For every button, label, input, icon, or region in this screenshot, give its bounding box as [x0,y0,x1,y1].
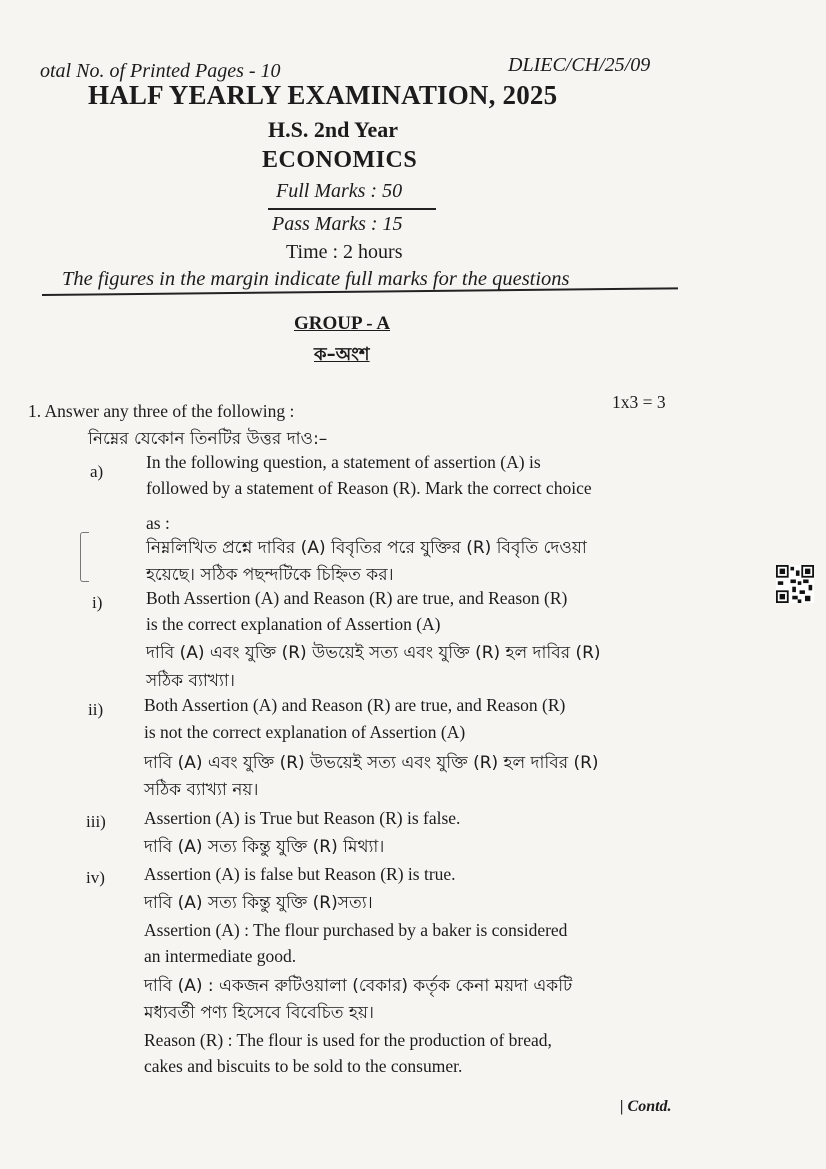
assertion-bengali-1: দাবি (A) : একজন রুটিওয়ালা (বেকার) কর্তৃক কেনা ময়দা একটি [144,976,573,996]
paper-code: DLIEC/CH/25/09 [508,54,651,76]
assertion-line-2: an intermediate good. [144,946,297,966]
option-i-bengali-2: সঠিক ব্যাখ্যা। [146,671,235,691]
group-title: GROUP - A [294,313,391,334]
question-1-bengali-instruction: নিম্নের যেকোন তিনটির উত্তর দাও:– [88,429,328,449]
class-title: H.S. 2nd Year [268,117,398,142]
stem-bengali-line-1: নিম্নলিখিত প্রশ্নে দাবির (A) বিবৃতির পরে যুক্তির (R) বিবৃতি দেওয়া [146,538,587,558]
option-iv-bengali-1: দাবি (A) সত্য কিন্তু যুক্তি (R)সত্য। [144,893,373,913]
option-iv-label: iv) [86,868,105,887]
marks-divider [268,208,436,210]
assertion-bengali-2: মধ্যবর্তী পণ্য হিসেবে বিবেচিত হয়। [144,1003,374,1023]
reason-line-1: Reason (R) : The flour is used for the production of bread, [144,1030,552,1050]
time-allowed: Time : 2 hours [286,241,403,263]
option-i-line-2: is the correct explanation of Assertion (A) [146,614,441,634]
option-ii-line-1: Both Assertion (A) and Reason (R) are true, and Reason (R) [144,695,566,715]
option-ii-line-2: is not the correct explanation of Assertion (A) [144,722,466,742]
continued-marker: | Contd. [620,1098,672,1115]
question-1-marks: 1x3 = 3 [612,392,666,412]
margin-bracket [80,532,89,582]
qr-code-icon [776,565,814,603]
option-i-label: i) [92,593,103,612]
assertion-line-1: Assertion (A) : The flour purchased by a baker is considered [144,920,568,940]
pass-marks: Pass Marks : 15 [272,213,403,235]
part-label-a: a) [90,462,104,481]
group-title-bengali: ক–অংশ [314,344,370,365]
option-iv-line-1: Assertion (A) is false but Reason (R) is true. [144,864,456,884]
printed-pages: otal No. of Printed Pages - 10 [40,60,281,82]
stem-line-1: In the following question, a statement of assertion (A) is [146,452,541,472]
question-1-instruction: 1. Answer any three of the following : [28,401,295,421]
qr-code-graphic [776,565,814,603]
full-marks: Full Marks : 50 [276,180,403,202]
stem-bengali-line-2: হয়েছে। সঠিক পছন্দটিকে চিহ্নিত কর। [146,565,394,585]
option-i-line-1: Both Assertion (A) and Reason (R) are true, and Reason (R) [146,588,568,608]
option-ii-bengali-2: সঠিক ব্যাখ্যা নয়। [144,780,259,800]
option-ii-bengali-1: দাবি (A) এবং যুক্তি (R) উভয়েই সত্য এবং যুক্তি (R) হল দাবির (R) [144,753,599,773]
option-ii-label: ii) [88,700,104,719]
subject-title: ECONOMICS [262,147,418,173]
exam-title: HALF YEARLY EXAMINATION, 2025 [88,80,558,110]
margin-instruction: The figures in the margin indicate full marks for the questions [62,268,570,290]
option-iii-label: iii) [86,812,106,831]
option-iii-bengali-1: দাবি (A) সত্য কিন্তু যুক্তি (R) মিথ্যা। [144,837,385,857]
stem-line-3: as : [146,513,170,533]
reason-line-2: cakes and biscuits to be sold to the consumer. [144,1056,463,1076]
option-i-bengali-1: দাবি (A) এবং যুক্তি (R) উভয়েই সত্য এবং যুক্তি (R) হল দাবির (R) [146,643,601,663]
stem-line-2: followed by a statement of Reason (R). Mark the correct choice [146,478,592,498]
option-iii-line-1: Assertion (A) is True but Reason (R) is false. [144,808,461,828]
